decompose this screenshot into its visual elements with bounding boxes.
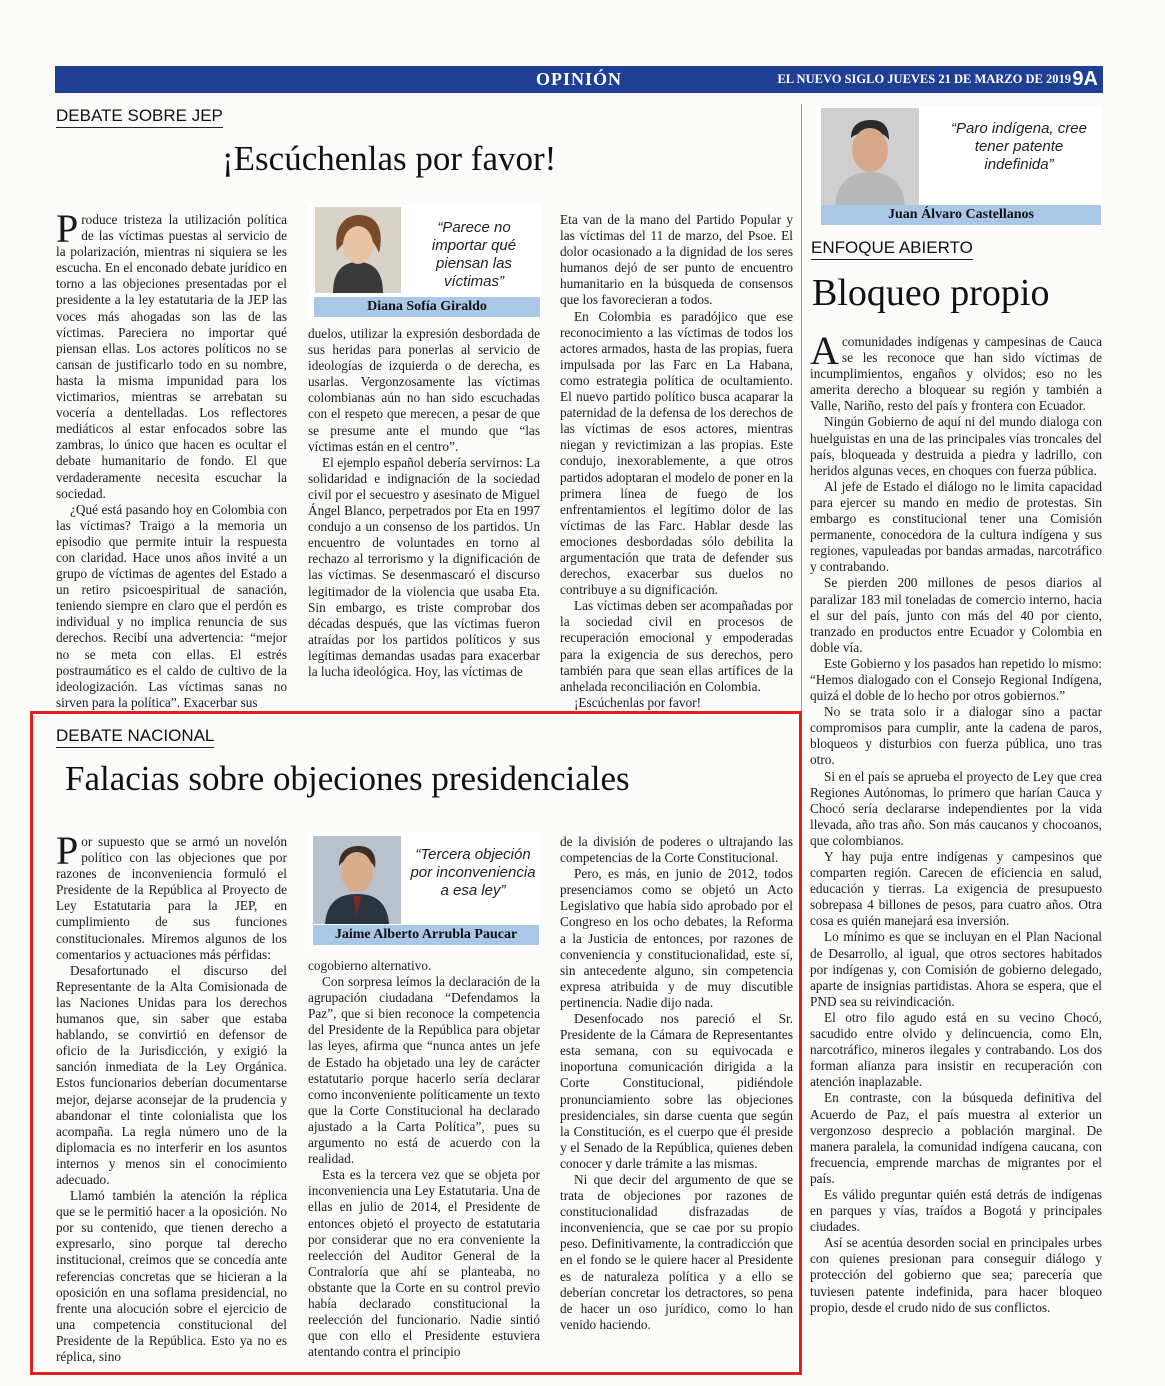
author-name: Diana Sofía Giraldo	[314, 297, 540, 317]
article2-kicker: DEBATE NACIONAL	[56, 726, 214, 748]
article1-paragraph: ¡Escúchenlas por favor!	[574, 694, 702, 710]
pull-quote: “Parece no importar qué piensan las víctimas”	[431, 219, 517, 290]
article2-paragraph: Llamó también la atención la réplica que se le permitió hacer a la oposición. No por su contenido, que tienen derecho a expresarlo, sino porque tal derecho institucional, creímos que se concedía ante referencias concretas que se hicieran a la oposición en una soflama presidencial, no frente una alocución sobre el ejercicio de una competencia constitucional del Presidente de la República. Esto ya no es réplica, sino	[56, 1188, 287, 1364]
article2-paragraph: de la división de poderes o ultrajando las competencias de la Corte Constitucional.	[560, 834, 793, 866]
author-name: Juan Álvaro Castellanos	[821, 205, 1101, 225]
article3-kicker: ENFOQUE ABIERTO	[811, 238, 973, 260]
article3-paragraph: El otro filo agudo está en su vecino Chocó, sacudido entre olvido y delincuencia, como Eln, narcotráfico, mineros ilegales y contrabando. Los dos forman alianza para insistir en recuperación con atención inaplazable.	[810, 1009, 1102, 1090]
portrait-illustration	[313, 836, 401, 924]
article3-paragraph: Es válido preguntar quién está detrás de indígenas en parques y vías, traídos a Bogotá y principales ciudades.	[810, 1186, 1102, 1235]
article3-paragraph: En contraste, con la búsqueda definitiva del Acuerdo de Paz, el país muestra al exterior un vergonzoso desprecio a población marginal. De manera paralela, la comunidad indígena caucana, con frecuencia, emprende marchas de migrantes por el país.	[810, 1090, 1102, 1186]
article2-paragraph: cogobierno alternativo.	[308, 958, 432, 973]
article3-paragraph: Este Gobierno y los pasados han repetido lo mismo: “Hemos dialogado con el Consejo Regional Indígena, quizá el doble de lo hecho por otros gobiernos.”	[810, 655, 1102, 704]
article2-paragraph: Desenfocado nos pareció el Sr. Presidente de la Cámara de Representantes esta semana, con su equivocada e inoportuna comunicación dirigida a la Corte Constitucional, pidiéndole pronunciamiento sobre las objeciones presidenciales, sin darse cuenta que según la Constitución, es el cuerpo que él preside y el Senado de la República, quienes deben conocer y darle trámite a las mismas.	[560, 1011, 793, 1171]
article3-paragraph: No se trata solo ir a dialogar sino a pactar compromisos para cumplir, ante la cadena de paros, bloqueos y disturbios con fuerza pública, uno tras otro.	[810, 704, 1102, 768]
article1-column-1	[56, 206, 287, 710]
article1-paragraph: Eta van de la mano del Partido Popular y las víctimas del 11 de marzo, del Psoe. El dolor ocasionado a la dignidad de los seres humanos dejó de ser punto de encuentro humanitario en la búsqueda de consensos que los favorecieran a todos.	[560, 212, 793, 308]
article2-paragraph: Pero, es más, en junio de 2012, todos presenciamos como se objetó un Acto Legislativo que había sido aprobado por el Congreso en los ocho debates, la Reforma a la Justicia de entonces, por razones de conveniencia y constitucionalidad, este sí, sin antecedente alguno, sin competencia expresa atribuida y de muy discutible pertinencia. Nadie dijo nada.	[560, 866, 793, 1010]
article3-paragraph: Al jefe de Estado el diálogo no le limita capacidad para ejercer su mando en medio de protestas. Sin embargo es constitucional tener una Comisión permanente, conocedora de la cultura indígena y sus regiones, vapuleadas por bandas armadas, narcotráfico y contrabando.	[810, 478, 1102, 575]
article1-column-3	[560, 212, 793, 710]
article2-column-2	[308, 958, 540, 1360]
article3-paragraph: Se pierden 200 millones de pesos diarios al paralizar 183 mil toneladas de comercio interno, hacia el sur del país, junto con más del 40 por ciento, tranzado en productos entre Ecuador y Colombia en doble vía.	[810, 575, 1102, 655]
pull-quote: “Paro indígena, cree tener patente indefinida”	[951, 120, 1087, 173]
portrait-illustration	[315, 207, 401, 293]
article3-paragraph: Si en el país se aprueba el proyecto de Ley que crea Regiones Autónomas, lo primero que harían Cauca y Chocó sería declararse independientes por la vida llevada, año tras año. Son más caucanos y chocoanos, que colombianos.	[810, 768, 1102, 848]
section-name: OPINIÓN	[535, 69, 622, 89]
article1-paragraph: Las víctimas deben ser acompañadas por la sociedad civil en procesos de recuperación emocional y empoderadas para la exigencia de sus derechos, pero también para que sean ellas artífices de la anhelada reconciliación en Colombia.	[560, 598, 793, 694]
article3-paragraph: Así se acentúa desorden social en principales urbes con quienes presionan para conseguir diálogo y protección del gobierno que sea; parecería que tuviesen patente indefinida, para hacer bloqueo propio, desde el crudo nido de sus conflictos.	[810, 1235, 1102, 1315]
article2-column-3	[560, 834, 793, 1360]
article1-column-2	[308, 326, 540, 702]
article3-paragraph: Ningún Gobierno de aquí ni del mundo dialoga con huelguistas en una de las principales vías troncales del país, bloqueada y destruida a piedra y ladrillo, con heridos algunas veces, en choques con fuerza pública.	[810, 414, 1102, 478]
article2-paragraph: Desafortunado el discurso del Representante de la Alta Comisionada de las Naciones Unidas para los derechos humanos que, sin saber que estaba hablando, se convirtió en defensor de oficio de la Jurisdicción, y exigió la sanción inmediata de la Ley Orgánica. Estos funcionarios deberían documentarse mejor, dejarse aconsejar de la prudencia y abandonar el tinte colonialista que los acompaña. La regla número uno de la diplomacia es no interferir en los asuntos internos y menos sin el conocimiento adecuado.	[56, 962, 287, 1187]
author-photo	[313, 836, 401, 924]
article2-paragraph: Con sorpresa leímos la declaración de la agrupación ciudadana “Defendamos la Paz”, que si bien reconoce la competencia del Presidente de la República para objetar las leyes, afirma que “nunca antes un jefe de Estado ha objetado una ley de carácter estatutario porque hacerlo sería declarar como inconveniente políticamente un texto que la Corte Constitucional ha declarado ajustado a la Carta Política”, pues su argumento no está de acuerdo con la realidad.	[308, 974, 540, 1167]
article2-column-1	[56, 828, 287, 1364]
article1-dropcap: P	[56, 206, 79, 251]
article1-kicker: DEBATE SOBRE JEP	[56, 106, 223, 128]
article2-dropcap: P	[56, 828, 79, 873]
author-photo	[821, 108, 919, 206]
article3-paragraph: Y hay puja entre indígenas y campesinos que comparten región. Carecen de eficiencia en salud, educación y tierras. La exigencia de presupuesto sobrepasa 4 billones de pesos, para cuatro años. Otra cosa es quién manejará esa inversión.	[810, 849, 1102, 929]
article3-dropcap: A	[810, 328, 839, 373]
article3-headline: Bloqueo propio	[812, 272, 1050, 314]
pull-quote: “Tercera objeción por inconveniencia a esa ley”	[410, 846, 536, 899]
article2-paragraph: Ni que decir del argumento de que se trata de objeciones por razones de constitucionalidad disfrazadas de inconveniencia, que se cae por su propio peso. Definitivamente, la contradicción que en el fondo se le quiere hacer al Presidente es de naturaleza política y a ello se deberían concretar los detractores, so pena de hacer un oso jurídico, como lo han venido haciendo.	[560, 1171, 793, 1332]
article2-paragraph: Por supuesto que se armó un novelón político con las objeciones que por razones de inconveniencia formuló el Presidente de la República al Proyecto de Ley Estatutaria para la JEP, en cumplimiento de sus funciones constitucionales. Miremos algunos de los comentarios y actuaciones más pérfidas:	[56, 828, 287, 962]
section-header-bar	[55, 66, 1103, 93]
article1-paragraph: duelos, utilizar la expresión desbordada de sus heridas para ponerlas al servicio de ideologías de izquierda o de derecha, es usarlas. Vergonzosamente las víctimas colombianas aún no han sido escuchadas con el respeto que merecen, a pesar de que se presume ante el mundo que “las víctimas están en el centro”.	[308, 326, 540, 454]
article3-paragraph: Lo mínimo es que se incluyan en el Plan Nacional de Desarrollo, al igual, que otros sectores habitados por indígenas y, con Comisión de gobierno delegado, aparte de insignias partidistas. Ahora se espera, que el PND sea su reivindicación.	[810, 929, 1102, 1009]
author-photo	[315, 207, 401, 293]
article2-paragraph: Esta es la tercera vez que se objeta por inconveniencia una Ley Estatutaria. Una de ellas en julio de 2014, el Presidente de entonces objetó el proyecto de estatutaria por considerar que no era conveniente la reelección del Auditor General de la Contraloría que ahí se planteaba, no obstante que la Corte en su control previo había declarado constitucional la reelección del funcionario. Nadie sintió que con ello el Presidente estuviera atentando contra el principio	[308, 1167, 540, 1360]
author-name: Jaime Alberto Arrubla Paucar	[313, 925, 539, 945]
article3-paragraph: A comunidades indígenas y campesinas de Cauca se les reconoce que han sido víctimas de incumplimientos, engaños y olvidos; eso no les amerita derecho a bloquear su región y también a Valle, Nariño, resto del país y frontera con Ecuador.	[810, 328, 1102, 414]
article1-headline: ¡Escúchenlas por favor!	[222, 139, 557, 178]
article1-paragraph: En Colombia es paradójico que ese reconocimiento a las víctimas de todos los actores armados, hasta de las propias, fuera impulsada por las Farc en La Habana, como estrategia política de ocultamiento. El nuevo partido político busca acaparar la paternidad de la defensa de los derechos de las víctimas de esos actores, mientras niegan y revictimizan a las propias. Este condujo, inexorablemente, a que otros partidos adoptaran el modelo de poner en la primera línea de fuego de los enfrentamientos el legítimo dolor de las víctimas de las Farc. Hablar desde las emociones desbordadas sólo debilita la argumentación que trata de defender sus derechos, exacerbar sus duelos no contribuye a su dignificación.	[560, 308, 793, 598]
portrait-illustration	[821, 108, 919, 206]
article1-paragraph: El ejemplo español debería servirnos: La solidaridad e indignación de la sociedad civil por el secuestro y asesinato de Miguel Ángel Blanco, perpetrados por Eta en 1997 condujo a un consenso de los partidos. Un encuentro de voluntades en torno al rechazo al terrorismo y la dignificación de las víctimas. Se desenmascaró el discurso legitimador de la violencia que usaba Eta. Sin embargo, es triste comprobar dos décadas después, que las víctimas fueron atraídas por los partidos políticos y sus legítimas demandas usadas para exacerbar la lucha ideológica. Hoy, las víctimas de	[308, 454, 540, 679]
article3-column	[810, 328, 1102, 1360]
article2-quote-box	[308, 832, 540, 946]
page-number: 9A	[1072, 68, 1098, 90]
article1-quote-box	[309, 205, 541, 318]
article1-paragraph: Produce tristeza la utilización política de las víctimas puestas al servicio de la polarización, mientras ni siquiera se les escucha. En el enconado debate jurídico en torno a las objeciones presentadas por el presidente a la ley estatutaria de la JEP las voces más ahogadas son las de las víctimas. Pareciera no importar qué piensan ellas. Los actores políticos no se cansan de justificarlo todo en su nombre, hasta la misma impunidad para los victimarios, mientras se arrebatan su vocería a dentelladas. Los reflectores mediáticos al estar enfocados sobre las zambras, lo único que hacen es ocultar el debate humanitario de fondo. El que verdaderamente necesita escuchar la sociedad.	[56, 206, 287, 501]
newspaper-date-line: EL NUEVO SIGLO JUEVES 21 DE MARZO DE 2019	[777, 72, 1071, 86]
article2-headline: Falacias sobre objeciones presidenciales	[65, 759, 630, 798]
article1-paragraph: ¿Qué está pasando hoy en Colombia con las víctimas? Traigo a la memoria un episodio que permite intuir la respuesta con claridad. Hace unos años invité a un grupo de víctimas de agentes del Estado a un retiro psicoespiritual de sanación, teniendo siempre en claro que el perdón es individual y no implica renuncia de sus derechos. Recibí una advertencia: “mejor no se meta con ellas. El estrés postraumático es el caldo de cultivo de la ideologización. Las víctimas sanas no sirven para la política”. Exacerbar sus	[56, 501, 287, 710]
article3-quote-box	[816, 106, 1102, 226]
